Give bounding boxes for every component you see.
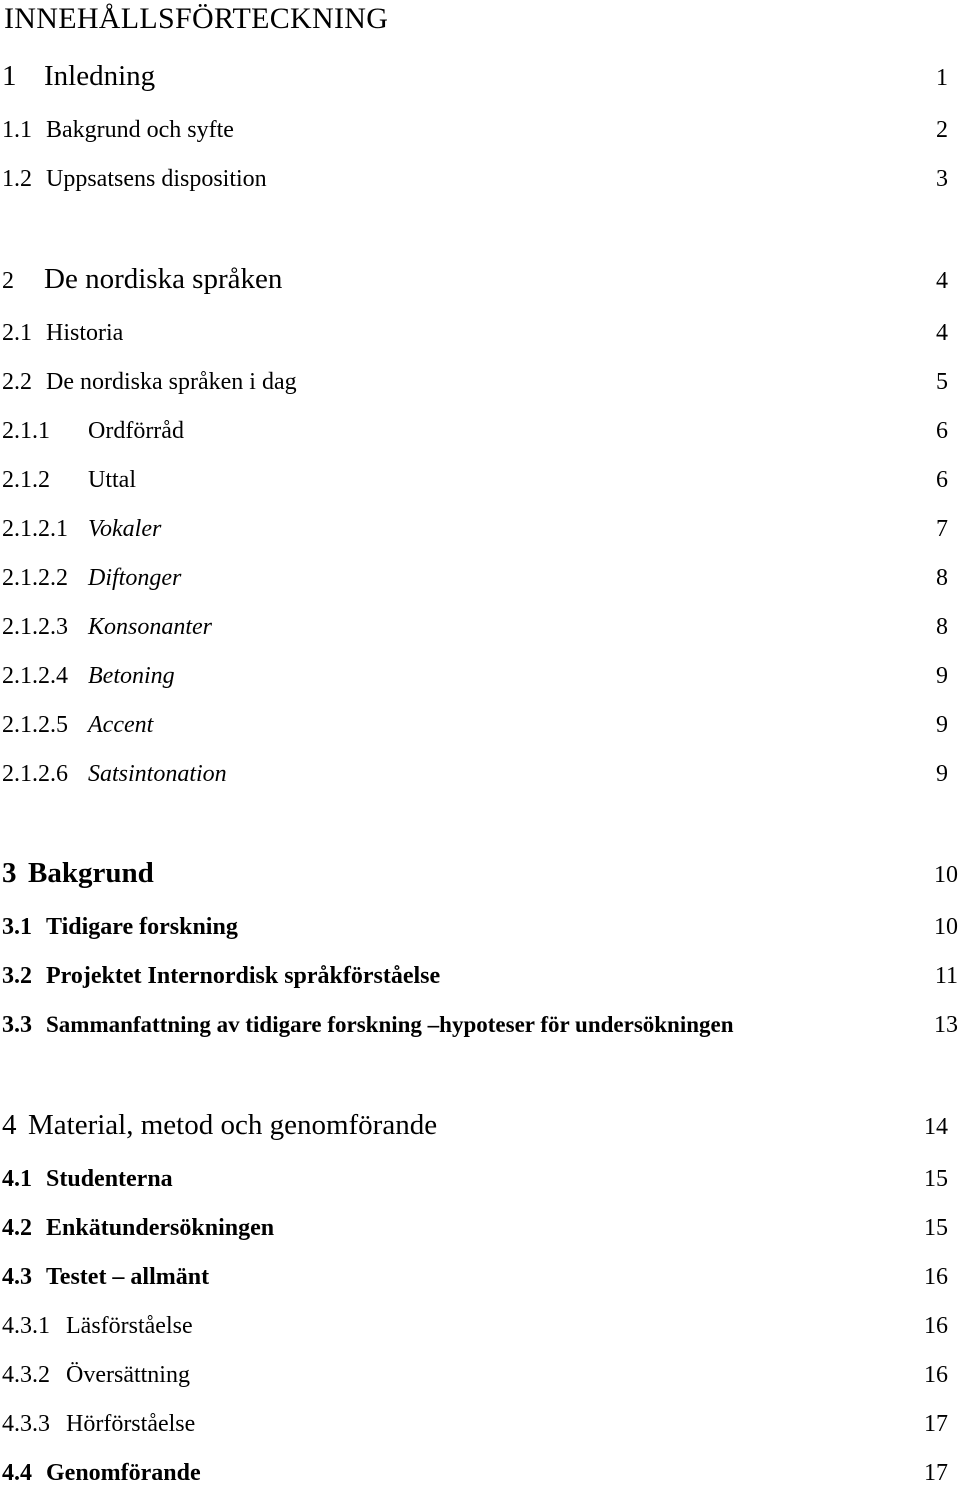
entry-page: 6 (936, 418, 948, 444)
entry-number: 3.1 (2, 914, 32, 940)
entry-page: 16 (924, 1264, 948, 1290)
entry-label: De nordiska språken i dag (46, 369, 297, 395)
toc-title: INNEHÅLLSFÖRTECKNING (4, 2, 389, 35)
entry-page: 15 (924, 1215, 948, 1241)
entry-number: 4.3.3 (2, 1411, 50, 1437)
entry-number: 3.3 (2, 1012, 32, 1038)
entry-page: 8 (936, 565, 948, 591)
entry-label: De nordiska språken (44, 263, 283, 295)
entry-label: Genomförande (46, 1460, 201, 1486)
entry-number: 2.1.2.2 (2, 565, 68, 591)
entry-page: 14 (924, 1114, 948, 1140)
entry-number: 4.3.1 (2, 1313, 50, 1339)
entry-page: 11 (934, 963, 958, 989)
entry-number: 4 (2, 1109, 17, 1141)
entry-number: 2.1.2.6 (2, 761, 68, 787)
entry-label: Material, metod och genomförande (28, 1109, 438, 1141)
entry-number: 2 (2, 268, 14, 294)
entry-page: 10 (934, 862, 958, 888)
entry-label: Projektet Internordisk språkförståelse (46, 963, 441, 989)
entry-number: 2.2 (2, 369, 32, 395)
entry-number: 2.1.2.4 (2, 663, 68, 689)
entry-label: Satsintonation (88, 761, 227, 787)
entry-label: Diftonger (88, 565, 182, 591)
entry-label: Bakgrund (28, 857, 154, 889)
entry-number: 1.2 (2, 166, 32, 192)
entry-page: 17 (924, 1411, 948, 1437)
entry-number: 2.1 (2, 320, 32, 346)
entry-page: 4 (936, 268, 948, 294)
entry-page: 9 (936, 663, 948, 689)
entry-page: 10 (934, 914, 958, 940)
entry-label: Översättning (66, 1362, 190, 1388)
entry-number: 1.1 (2, 117, 32, 143)
entry-page: 2 (936, 117, 948, 143)
entry-page: 13 (934, 1012, 958, 1038)
entry-number: 2.1.2.3 (2, 614, 68, 640)
entry-page: 9 (936, 761, 948, 787)
entry-label: Testet – allmänt (46, 1264, 210, 1290)
entry-number: 4.3 (2, 1264, 32, 1290)
entry-page: 16 (924, 1313, 948, 1339)
entry-label: Läsförståelse (66, 1313, 193, 1339)
entry-label: Enkätundersökningen (46, 1215, 275, 1241)
entry-label: Tidigare forskning (46, 914, 238, 940)
entry-number: 3.2 (2, 963, 32, 989)
entry-page: 5 (936, 369, 948, 395)
entry-page: 3 (936, 166, 948, 192)
entry-label: Sammanfattning av tidigare forskning –hypoteser för undersökningen (46, 1012, 734, 1037)
entry-label: Bakgrund och syfte (46, 117, 234, 143)
entry-label: Historia (46, 320, 124, 346)
entry-label: Inledning (44, 60, 156, 92)
entry-number: 4.1 (2, 1166, 32, 1192)
entry-number: 2.1.1 (2, 418, 50, 444)
entry-number: 2.1.2 (2, 467, 50, 493)
entry-label: Uttal (88, 467, 136, 493)
entry-label: Accent (88, 712, 154, 738)
entry-label: Konsonanter (88, 614, 213, 640)
entry-number: 4.4 (2, 1460, 32, 1486)
entry-page: 9 (936, 712, 948, 738)
entry-label: Betoning (88, 663, 175, 689)
entry-label: Ordförråd (88, 418, 184, 444)
entry-page: 4 (936, 320, 948, 346)
entry-number: 1 (2, 60, 17, 92)
entry-page: 16 (924, 1362, 948, 1388)
entry-number: 3 (2, 857, 17, 889)
entry-label: Hörförståelse (66, 1411, 196, 1437)
entry-label: Uppsatsens disposition (46, 166, 267, 192)
entry-page: 15 (924, 1166, 948, 1192)
entry-label: Studenterna (46, 1166, 173, 1192)
entry-number: 2.1.2.1 (2, 516, 68, 542)
entry-page: 7 (936, 516, 948, 542)
entry-page: 17 (924, 1460, 948, 1486)
entry-page: 1 (936, 65, 948, 91)
entry-number: 2.1.2.5 (2, 712, 68, 738)
entry-label: Vokaler (88, 516, 162, 542)
entry-number: 4.3.2 (2, 1362, 50, 1388)
entry-number: 4.2 (2, 1215, 32, 1241)
entry-page: 8 (936, 614, 948, 640)
entry-page: 6 (936, 467, 948, 493)
